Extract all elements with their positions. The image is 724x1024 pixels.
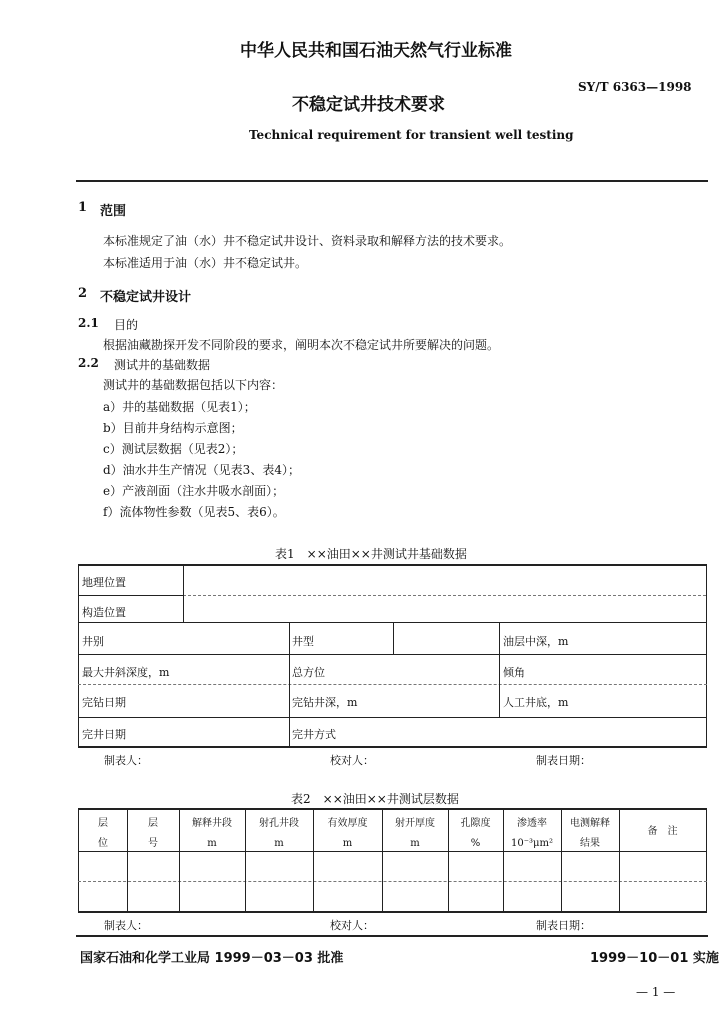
table-1-footer-checker: 校对人：	[330, 754, 374, 767]
table-2-header: 备 注	[647, 826, 678, 837]
table-2-header: 有效厚度 m	[327, 818, 368, 849]
table-1-footer-date: 制表日期：	[536, 754, 591, 767]
table-2-header: 孔隙度 %	[460, 818, 491, 849]
list-item: c）测试层数据（见表2）；	[103, 442, 244, 456]
implementation-date: 1999－10－01 实施	[590, 951, 719, 966]
table-1-cell: 完钻井深，m	[292, 696, 358, 709]
table-2-header: 射开厚度 m	[395, 818, 435, 849]
document-title: 不稳定试井技术要求	[292, 95, 445, 115]
list-item: f）流体物性参数（见表5、表6）。	[103, 505, 285, 519]
table-1-cell: 人工井底，m	[503, 696, 569, 709]
table-1-cell: 完钻日期	[82, 696, 126, 709]
table-2-header: 渗透率 10⁻³μm²	[510, 818, 553, 849]
table-2-header: 层 位	[98, 818, 108, 849]
table-1-cell: 完井日期	[82, 728, 126, 741]
table-2-header: 解释井段 m	[192, 818, 232, 849]
section-1-title: 范围	[100, 204, 127, 219]
section-2-1-text: 根据油藏勘探开发不同阶段的要求，阐明本次不稳定试井所要解决的问题。	[103, 338, 500, 352]
table-1-footer-preparer: 制表人：	[104, 754, 148, 767]
issuing-org: 中华人民共和国石油天然气行业标准	[240, 41, 512, 61]
approval-line: 国家石油和化学工业局 1999－03－03 批准	[80, 951, 344, 966]
table-1-cell: 构造位置	[82, 606, 126, 619]
footer-rule	[76, 935, 708, 937]
section-2-number: 2	[78, 286, 88, 301]
table-2-header: 电测解释 结果	[570, 818, 610, 849]
table-2-footer-preparer: 制表人：	[104, 919, 148, 932]
list-item: b）目前井身结构示意图；	[103, 421, 243, 435]
standard-code: SY/T 6363—1998	[578, 80, 692, 94]
table-1-cell: 倾角	[503, 666, 525, 679]
table-1-caption: 表1 ××油田××井测试井基础数据	[275, 547, 467, 561]
section-1-para-2: 本标准适用于油（水）井不稳定试井。	[103, 256, 308, 270]
table-1-cell: 井别	[82, 635, 104, 648]
section-2-2-number: 2.2	[78, 356, 99, 370]
document-title-en: Technical requirement for transient well testing	[249, 128, 574, 142]
section-2-1-title: 目的	[114, 318, 139, 332]
header-rule	[76, 180, 708, 182]
table-1-cell: 地理位置	[82, 576, 126, 589]
list-item: d）油水井生产情况（见表3、表4）；	[103, 463, 300, 477]
section-2-1-number: 2.1	[78, 316, 99, 330]
table-2-caption: 表2 ××油田××井测试层数据	[291, 792, 459, 806]
table-2-header: 层 号	[148, 818, 158, 849]
list-item: e）产液剖面（注水井吸水剖面）；	[103, 484, 285, 498]
section-1-number: 1	[78, 200, 88, 215]
section-2-2-title: 测试井的基础数据	[114, 358, 211, 372]
section-2-2-intro: 测试井的基础数据包括以下内容：	[103, 378, 284, 392]
section-1-para-1: 本标准规定了油（水）井不稳定试井设计、资料录取和解释方法的技术要求。	[103, 234, 512, 248]
table-1-cell: 最大井斜深度，m	[82, 666, 170, 679]
table-2-footer-checker: 校对人：	[330, 919, 374, 932]
table-2-header: 射孔井段 m	[259, 818, 299, 849]
table-2-footer-date: 制表日期：	[536, 919, 591, 932]
list-item: a）井的基础数据（见表1）；	[103, 400, 256, 414]
table-1-cell: 完井方式	[292, 728, 336, 741]
table-1-cell: 油层中深，m	[503, 635, 569, 648]
table-1-cell: 井型	[292, 635, 314, 648]
section-2-title: 不稳定试井设计	[100, 290, 192, 305]
page-number: — 1 —	[636, 985, 676, 999]
table-1-cell: 总方位	[292, 666, 325, 679]
